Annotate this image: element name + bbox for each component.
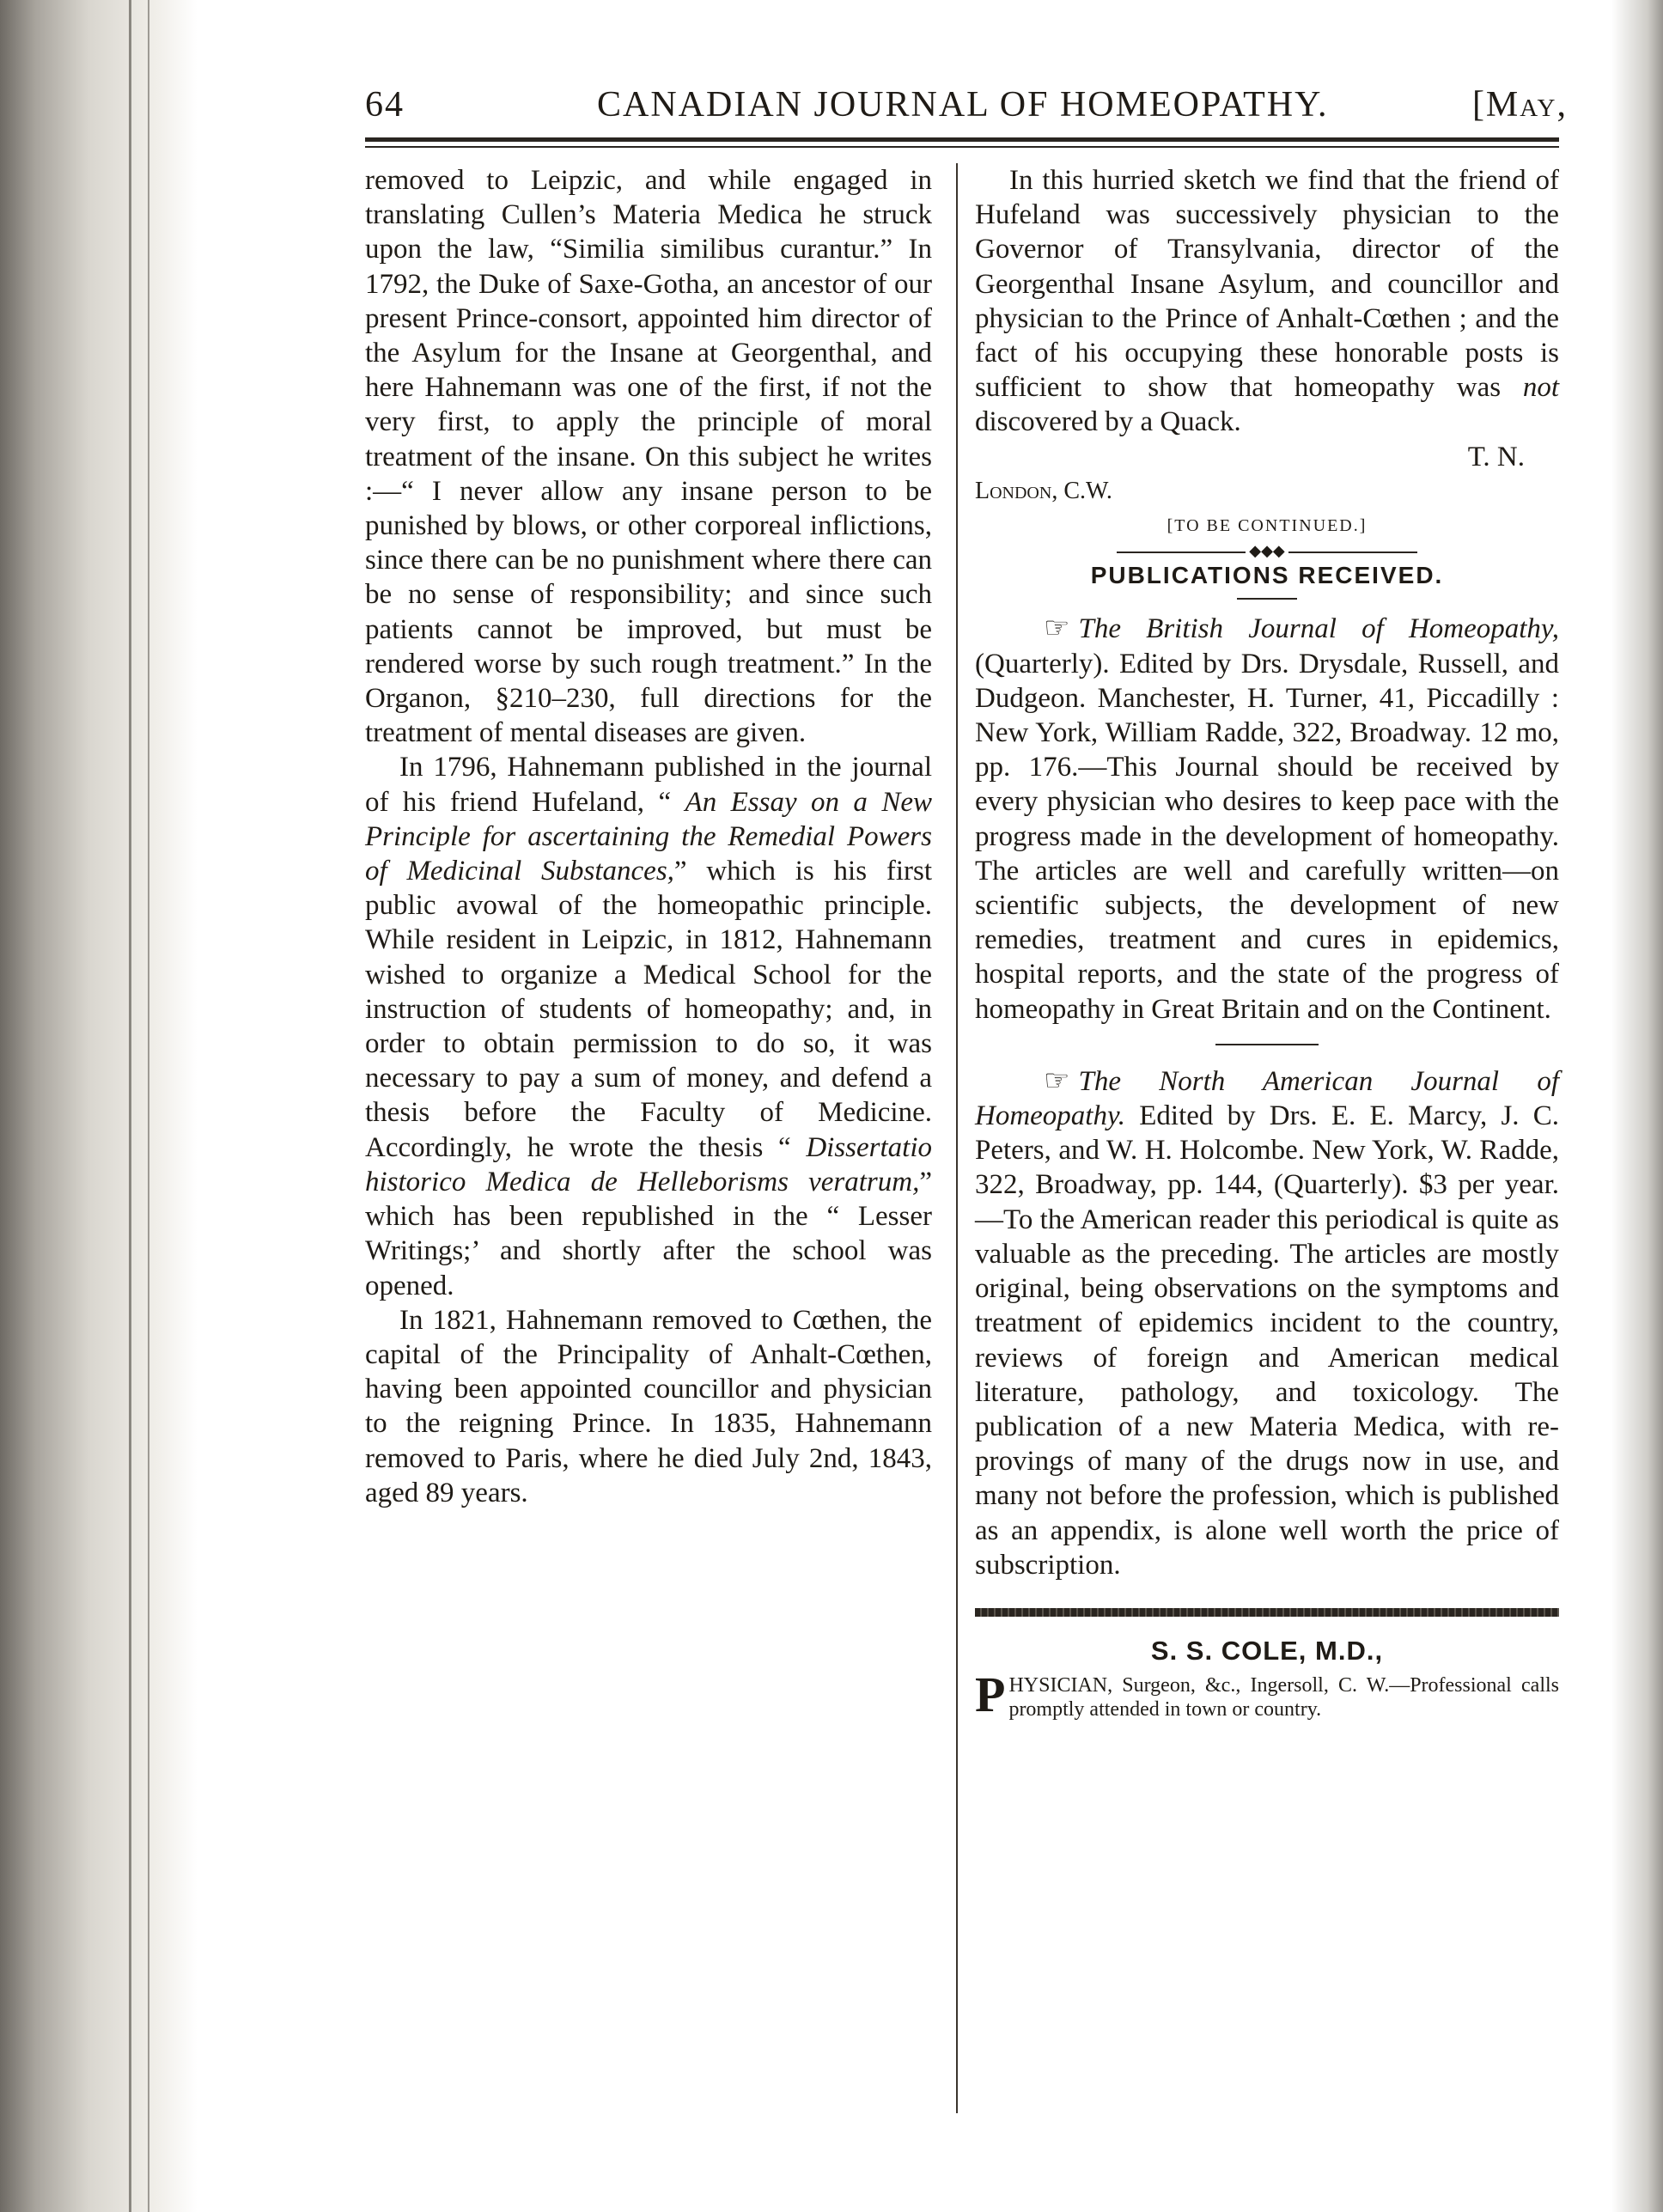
drop-cap: P bbox=[975, 1667, 1006, 1723]
header-rule-thin bbox=[365, 146, 1559, 148]
publication-text-1: (Quarterly). Edited by Drs. Drysdale, Russell, and Dudgeon. Manchester, H. Turner, 41, Piccadilly : New York, William Radde, 322, Broadway. 12 mo, pp. 176.—This Journal should be received by every physician who desires to keep pace with the progress made in the development of homeopathy. The articles are well and carefully written—on scientific subjects, the development of new remedies, treatment and cures in epidemics, hospital reports, and the state of the progress of homeopathy in Great Britain and on the Continent. bbox=[975, 648, 1559, 1025]
heading-rule bbox=[1237, 598, 1297, 600]
column-divider bbox=[956, 163, 958, 2113]
running-header bbox=[348, 77, 1568, 137]
issue-month: [May, bbox=[1471, 85, 1568, 125]
publication-title-2: The North American Journal of Homeopathy. bbox=[975, 1065, 1559, 1132]
left-paragraph-1: removed to Leipzic, and while engaged in translating Cullen’s Materia Medica he struck upon the law, “Similia similibus curantur.” In 1792, the Duke of Saxe-Gotha, an ancestor of our present Prince-consort, appointed him director of the Asylum for the Insane at Georgenthal, and here Hahnemann was one of the first, if not the very first, to apply the principle of moral treatment of the insane. On this subject he writes :—“ I never allow any insane person to be punished by blows, or other corporeal inflictions, since there can be no punishment where there can be no sense of responsibility; and since such patients cannot be improved, but must be rendered worse by such rough treatment.” In the Organon, §210–230, full directions for the treatment of mental diseases are given. bbox=[365, 165, 932, 749]
left-paragraph-3: In 1821, Hahnemann removed to Cœthen, the capital of the Principality of Anhalt-Cœthen, having been appointed councillor and physician to the reigning Prince. In 1835, Hahnemann removed to Paris, where he died July 2nd, 1843, aged 89 years. bbox=[365, 1304, 932, 1508]
binding-fold-line-inner bbox=[148, 0, 149, 2212]
advertisement-body: HYSICIAN, Surgeon, &c., Ingersoll, C. W.—Professional calls promptly attended in town or country. bbox=[1008, 1674, 1559, 1721]
right-p1-text-b: discovered by a Quack. bbox=[975, 406, 1241, 438]
advertiser-name: S. S. COLE, M.D., bbox=[1150, 1635, 1384, 1666]
binding-gutter-shadow bbox=[0, 0, 198, 2212]
pointing-hand-icon: ☞ bbox=[1044, 612, 1070, 645]
journal-page bbox=[348, 52, 1568, 2130]
binding-fold-line bbox=[129, 0, 131, 2212]
author-place: London, C.W. bbox=[975, 477, 1112, 504]
left-column bbox=[365, 163, 932, 1510]
header-rule-thick bbox=[365, 137, 1559, 142]
advertisement-text bbox=[975, 1667, 1559, 1723]
author-signature: T. N. bbox=[1467, 441, 1525, 472]
publication-text-2: Edited by Drs. E. E. Marcy, J. C. Peters, and W. H. Holcombe. New York, W. Radde, 322, Broadway, pp. 144, (Quarterly). $3 per year.—To the American reader this periodical is quite as valuable as the preceding. The articles are mostly original, being observations on the symptoms and treatment of epidemics incident to the country, reviews of foreign and American medical literature, pathology, and toxicology. The publication of a new Materia Medica, with re-provings of many of the drugs now in use, and many not before the profession, which is published as an appendix, is alone well worth the price of subscription. bbox=[975, 1100, 1559, 1581]
section-heading: PUBLICATIONS RECEIVED. bbox=[1090, 562, 1444, 589]
right-column bbox=[975, 163, 1559, 1721]
publication-title-1: The British Journal of Homeopathy, bbox=[1078, 613, 1559, 645]
publication-entry-2 bbox=[975, 1064, 1559, 1582]
entry-separator-rule bbox=[1215, 1044, 1319, 1045]
advertisement-rule bbox=[975, 1608, 1559, 1617]
page-number: 64 bbox=[365, 85, 405, 125]
left-p2-text-c: ” which has been republished in the “ Lesser Writings;’ and shortly after the school was opened. bbox=[365, 1166, 932, 1301]
essay-title: An Essay on a New Principle for ascertaining the Remedial Powers of Medicinal Substances, bbox=[365, 786, 932, 887]
left-p2-text-b: ” which is his first public avowal of the homeopathic principle. While resident in Leipzic, in 1812, Hahnemann wished to organize a Medical School for the instruction of students of homeopathy; and, in order to obtain permission to do so, it was necessary to pay a sum of money, and defend a thesis before the Faculty of Medicine. Accordingly, he wrote the thesis “ bbox=[365, 856, 932, 1163]
right-paragraph-1 bbox=[975, 163, 1559, 440]
left-paragraph-2 bbox=[365, 750, 932, 1302]
section-ornament: ◆◆◆ bbox=[975, 543, 1559, 558]
left-p2-text-a: In 1796, Hahnemann published in the journal of his friend Hufeland, “ bbox=[365, 752, 932, 818]
page-edge-shadow bbox=[1611, 0, 1663, 2212]
right-p1-text-a: In this hurried sketch we find that the friend of Hufeland was successively physician to the Governor of Transylvania, director of the Georgenthal Insane Asylum, and councillor and physician to the Prince of Anhalt-Cœthen ; and the fact of his occupying these honorable posts is sufficient to show that homeopathy was bbox=[975, 165, 1559, 404]
pointing-hand-icon: ☞ bbox=[1044, 1064, 1070, 1097]
emphasis-not: not bbox=[1522, 372, 1559, 404]
thesis-title: Dissertatio historico Medica de Helleborisms veratrum, bbox=[365, 1131, 932, 1197]
to-be-continued: [TO BE CONTINUED.] bbox=[1167, 516, 1368, 536]
journal-title: CANADIAN JOURNAL OF HOMEOPATHY. bbox=[597, 85, 1329, 125]
publication-entry-1 bbox=[975, 612, 1559, 1026]
